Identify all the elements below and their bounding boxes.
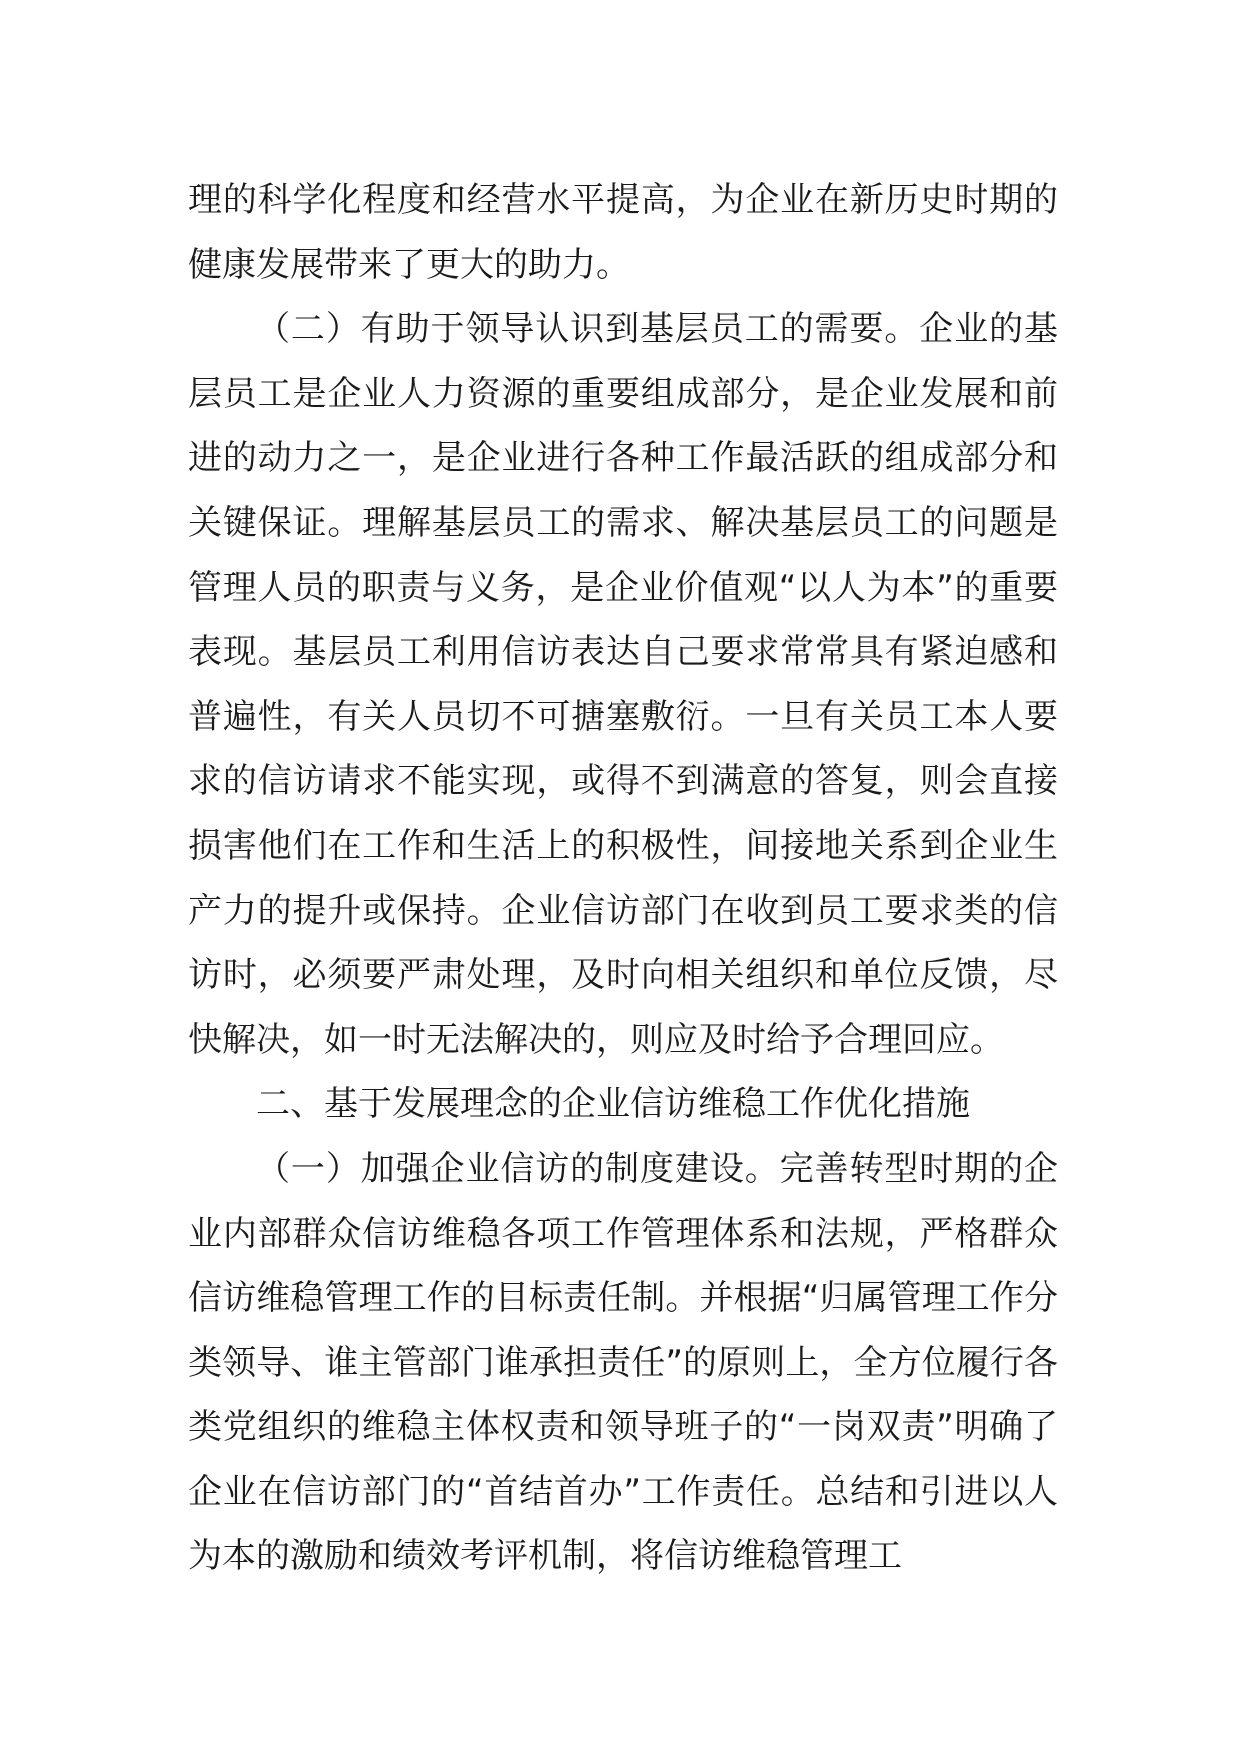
paragraph-measure-1: （一）加强企业信访的制度建设。完善转型时期的企业内部群众信访维稳各项工作管理体系和法规，严格群众信访维稳管理工作的目标责任制。并根据“归属管理工作分类领导、谁主管部门谁承担责任”的原则上，全方位履行各类党组织的维稳主体权责和领导班子的“一岗双责”明确了企业在信访部门的“首结首办”工作责任。总结和引进以人为本的激励和绩效考评机制，将信访维稳管理工 <box>188 1148 1058 1577</box>
body-text <box>188 168 1058 1589</box>
paragraph-continuation: 理的科学化程度和经营水平提高，为企业在新历史时期的健康发展带来了更大的助力。 <box>188 180 1058 285</box>
section-heading: 二、基于发展理念的企业信访维稳工作优化措施 <box>256 1084 970 1125</box>
paragraph-section-2: （二）有助于领导认识到基层员工的需要。企业的基层员工是企业人力资源的重要组成部分，是企业发展和前进的动力之一，是企业进行各种工作最活跃的组成部分和关键保证。理解基层员工的需求、解决基层员工的问题是管理人员的职责与义务，是企业价值观“以人为本”的重要表现。基层员工利用信访表达自己要求常常具有紧迫感和普遍性，有关人员切不可搪塞敷衍。一旦有关员工本人要求的信访请求不能实现，或得不到满意的答复，则会直接损害他们在工作和生活上的积极性，间接地关系到企业生产力的提升或保持。企业信访部门在收到员工要求类的信访时，必须要严肃处理，及时向相关组织和单位反馈，尽快解决，如一时无法解决的，则应及时给予合理回应。 <box>188 309 1058 1060</box>
